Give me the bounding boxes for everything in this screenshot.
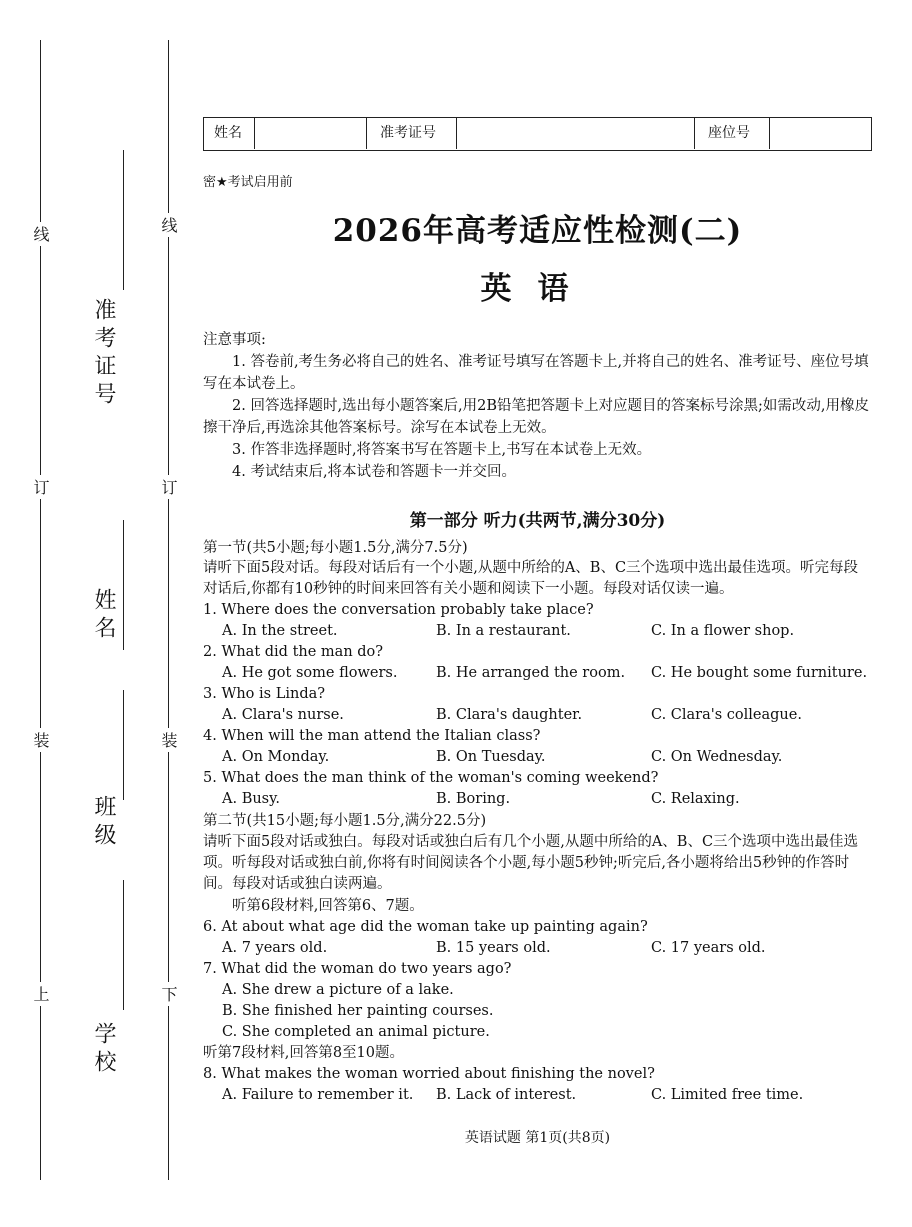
option-a[interactable]: A. On Monday. bbox=[222, 749, 330, 765]
subject-title: 英语 bbox=[480, 271, 595, 307]
margin-field-name: 姓名 bbox=[91, 588, 116, 644]
option-b[interactable]: B. She finished her painting courses. bbox=[222, 1003, 494, 1019]
margin-upper-mark: 上 bbox=[32, 982, 48, 1006]
option-b[interactable]: B. Boring. bbox=[436, 791, 511, 807]
candidate-info-table bbox=[203, 117, 872, 151]
notes-heading: 注意事项: bbox=[203, 332, 266, 348]
option-a[interactable]: A. 7 years old. bbox=[222, 940, 328, 956]
section-heading: 第一节(共5小题;每小题1.5分,满分7.5分) bbox=[203, 540, 468, 556]
margin-bind-mark-inner: 订 bbox=[160, 475, 176, 499]
seat-field[interactable] bbox=[771, 118, 869, 149]
question-stem: 3. Who is Linda? bbox=[203, 686, 326, 702]
option-c[interactable]: C. Relaxing. bbox=[651, 791, 740, 807]
name-blank[interactable] bbox=[123, 520, 124, 650]
note-item: 1. 答卷前,考生务必将自己的姓名、准考证号填写在答题卡上,并将自己的姓名、准考证号、座位号填写在本试卷上。 bbox=[203, 354, 869, 392]
option-a[interactable]: A. She drew a picture of a lake. bbox=[222, 982, 454, 998]
binding-inner-line bbox=[168, 40, 169, 1180]
exam-no-label: 准考证号 bbox=[380, 125, 436, 141]
question-stem: 8. What makes the woman worried about finishing the novel? bbox=[203, 1066, 655, 1082]
class-blank[interactable] bbox=[123, 690, 124, 800]
question-stem: 2. What did the man do? bbox=[203, 644, 384, 660]
material-note: 听第6段材料,回答第6、7题。 bbox=[232, 898, 424, 914]
option-a[interactable]: A. Clara's nurse. bbox=[222, 707, 344, 723]
option-c[interactable]: C. On Wednesday. bbox=[651, 749, 783, 765]
question-stem: 6. At about what age did the woman take up painting again? bbox=[203, 919, 648, 935]
section-instructions: 请听下面5段对话。每段对话后有一个小题,从题中所给的A、B、C三个选项中选出最佳选项。听完每段对话后,你都有10秒钟的时间来回答有关小题和阅读下一小题。每段对话仅读一遍。 bbox=[203, 560, 859, 597]
question-stem: 1. Where does the conversation probably take place? bbox=[203, 602, 594, 618]
option-b[interactable]: B. He arranged the room. bbox=[436, 665, 626, 681]
option-b[interactable]: B. Lack of interest. bbox=[436, 1087, 577, 1103]
exam-no-field[interactable] bbox=[458, 118, 694, 149]
margin-bind-mark-outer: 订 bbox=[32, 475, 48, 499]
option-a[interactable]: A. Failure to remember it. bbox=[222, 1087, 414, 1103]
school-blank[interactable] bbox=[123, 880, 124, 1010]
margin-line-mark-outer: 线 bbox=[32, 222, 48, 246]
margin-field-class: 班级 bbox=[91, 795, 116, 851]
option-c[interactable]: C. Clara's colleague. bbox=[651, 707, 802, 723]
option-b[interactable]: B. Clara's daughter. bbox=[436, 707, 583, 723]
option-a[interactable]: A. He got some flowers. bbox=[222, 665, 398, 681]
part-title: 第一部分 听力(共两节,满分30分) bbox=[409, 511, 666, 531]
exam-title: 2026年高考适应性检测(二) bbox=[332, 213, 743, 249]
option-c[interactable]: C. 17 years old. bbox=[651, 940, 766, 956]
option-c[interactable]: C. In a flower shop. bbox=[651, 623, 795, 639]
note-item: 4. 考试结束后,将本试卷和答题卡一并交回。 bbox=[232, 464, 517, 480]
binding-outer-line bbox=[40, 40, 41, 1180]
question-stem: 5. What does the man think of the woman's coming weekend? bbox=[203, 770, 659, 786]
note-item: 3. 作答非选择题时,将答案书写在答题卡上,书写在本试卷上无效。 bbox=[232, 442, 652, 458]
option-c[interactable]: C. She completed an animal picture. bbox=[222, 1024, 490, 1040]
notes-section bbox=[203, 329, 872, 483]
material-note: 听第7段材料,回答第8至10题。 bbox=[203, 1045, 405, 1061]
note-item: 2. 回答选择题时,选出每小题答案后,用2B铅笔把答题卡上对应题目的答案标号涂黑;如需改动,用橡皮擦干净后,再选涂其他答案标号。涂写在本试卷上无效。 bbox=[203, 398, 870, 436]
section-instructions: 请听下面5段对话或独白。每段对话或独白后有几个小题,从题中所给的A、B、C三个选项中选出最佳选项。听每段对话或独白前,你将有时间阅读各个小题,每小题5秒钟;听完后,各小题将给出5秒钟的作答时间。每段对话或独白读两遍。 bbox=[203, 834, 859, 892]
name-field[interactable] bbox=[256, 118, 366, 149]
margin-fold-mark-inner: 装 bbox=[160, 728, 176, 752]
option-b[interactable]: B. On Tuesday. bbox=[436, 749, 546, 765]
confidential-mark: 密★考试启用前 bbox=[203, 175, 293, 190]
margin-line-mark-inner: 线 bbox=[160, 213, 176, 237]
section-heading: 第二节(共15小题;每小题1.5分,满分22.5分) bbox=[203, 813, 487, 829]
option-a[interactable]: A. In the street. bbox=[222, 623, 338, 639]
seat-label: 座位号 bbox=[708, 125, 750, 141]
question-stem: 7. What did the woman do two years ago? bbox=[203, 961, 512, 977]
margin-field-exam-no: 准考证号 bbox=[91, 298, 116, 410]
option-c[interactable]: C. He bought some furniture. bbox=[651, 665, 868, 681]
margin-lower-mark: 下 bbox=[160, 982, 176, 1006]
question-stem: 4. When will the man attend the Italian class? bbox=[203, 728, 541, 744]
exam-no-blank[interactable] bbox=[123, 150, 124, 290]
name-label: 姓名 bbox=[214, 125, 242, 141]
option-c[interactable]: C. Limited free time. bbox=[651, 1087, 804, 1103]
margin-fold-mark-outer: 装 bbox=[32, 728, 48, 752]
page-footer: 英语试题 第1页(共8页) bbox=[464, 1130, 611, 1146]
option-a[interactable]: A. Busy. bbox=[222, 791, 280, 807]
margin-field-school: 学校 bbox=[91, 1022, 116, 1078]
option-b[interactable]: B. In a restaurant. bbox=[436, 623, 571, 639]
option-b[interactable]: B. 15 years old. bbox=[436, 940, 551, 956]
